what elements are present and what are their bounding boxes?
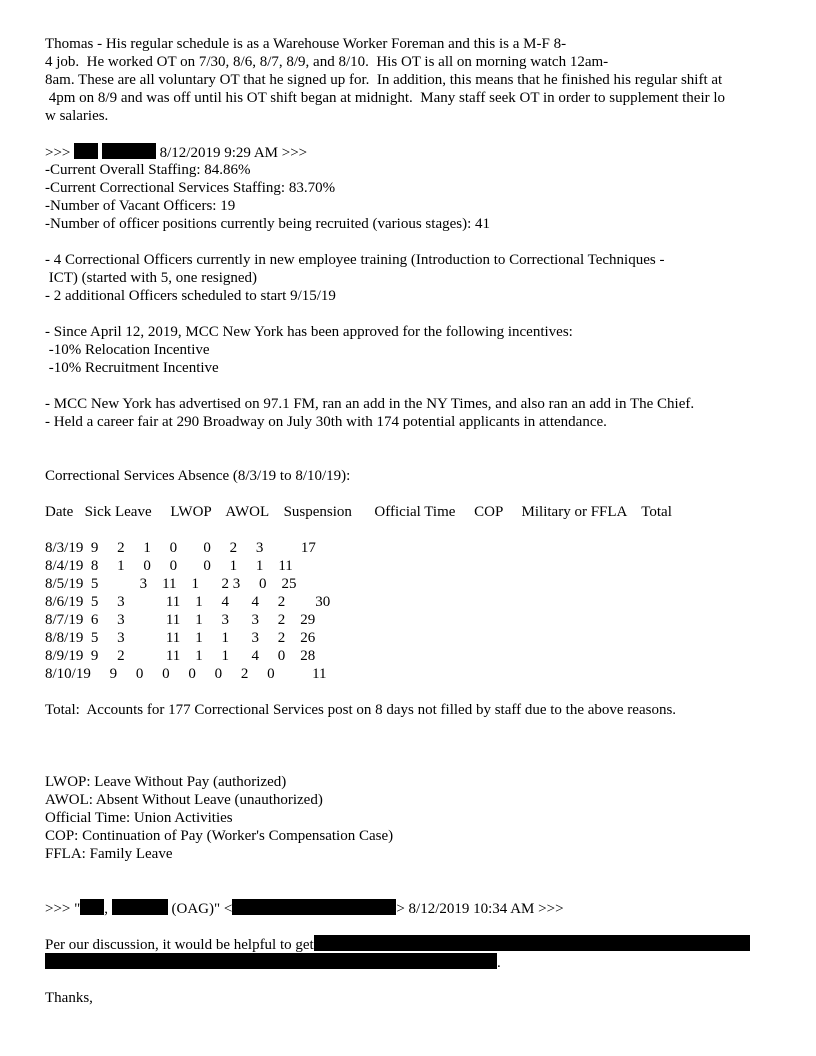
text-line: -Number of Vacant Officers: 19 [45,198,236,214]
text-line: - 2 additional Officers scheduled to start 9/15/19 [45,288,336,304]
text-line: - Since April 12, 2019, MCC New York has been approved for the following incentives: [45,324,573,340]
redaction-box [102,143,156,159]
text-line: 4pm on 8/9 and was off until his OT shift began at midnight. Many staff seek OT in order to supplement their lo [45,90,726,106]
glossary-item: Official Time: Union Activities [45,810,233,826]
training-list [45,251,785,305]
text-line: -Current Overall Staffing: 84.86% [45,162,251,178]
header-org: (OAG)" < [167,901,233,917]
glossary-item: LWOP: Leave Without Pay (authorized) [45,774,287,790]
text-line: -10% Recruitment Incentive [45,360,219,376]
absence-table [45,539,785,683]
table-row: 8/9/19 9 2 11 1 1 4 0 28 [45,648,316,664]
table-row: 8/7/19 6 3 11 1 3 3 2 29 [45,612,316,628]
email-header-1 [45,143,785,161]
text-line: -Current Correctional Services Staffing: 83.70% [45,180,336,196]
redaction-box [74,143,98,159]
glossary-item: COP: Continuation of Pay (Worker's Compensation Case) [45,828,394,844]
intro-paragraph [45,35,785,125]
glossary-item: AWOL: Absent Without Leave (unauthorized) [45,792,323,808]
table-row: 8/6/19 5 3 11 1 4 4 2 30 [45,594,331,610]
table-row: 8/3/19 9 2 1 0 0 2 3 17 [45,540,316,556]
header-timestamp: > 8/12/2019 10:34 AM >>> [396,901,564,917]
redaction-box [80,899,104,915]
email-header-2 [45,899,785,917]
redaction-box [112,899,168,915]
closing-text: Thanks, [45,990,93,1006]
text-line: - 4 Correctional Officers currently in new employee training (Introduction to Correctional Techniques - [45,252,665,268]
text-line: - MCC New York has advertised on 97.1 FM, ran an add in the NY Times, and also ran an add in The Chief. [45,396,695,412]
discussion-end: . [497,955,501,971]
table-row: 8/10/19 9 0 0 0 0 2 0 11 [45,666,327,682]
discussion-text: Per our discussion, it would be helpful to get [45,937,314,953]
header-timestamp: 8/12/2019 9:29 AM >>> [155,145,308,161]
absence-title: Correctional Services Absence (8/3/19 to 8/10/19): [45,468,351,484]
header-prefix: >>> [45,145,75,161]
text-line: 8am. These are all voluntary OT that he signed up for. In addition, this means that he finished his regular shift at [45,72,723,88]
advertising-list [45,395,785,431]
redaction-box [314,935,750,951]
incentive-list [45,323,785,377]
redaction-box [232,899,396,915]
table-row: 8/5/19 5 3 11 1 2 3 0 25 [45,576,297,592]
text-line: 4 job. He worked OT on 7/30, 8/6, 8/7, 8/9, and 8/10. His OT is all on morning watch 12am- [45,54,609,70]
header-prefix: >>> " [45,901,81,917]
table-row: 8/4/19 8 1 0 0 0 1 1 11 [45,558,293,574]
staffing-list [45,161,785,233]
table-row: 8/8/19 5 3 11 1 1 3 2 26 [45,630,316,646]
text-line: -10% Relocation Incentive [45,342,210,358]
text-line: Thomas - His regular schedule is as a Warehouse Worker Foreman and this is a M-F 8- [45,36,567,52]
glossary [45,773,785,863]
text-line: - Held a career fair at 290 Broadway on July 30th with 174 potential applicants in attendance. [45,414,607,430]
email-document [45,35,785,1007]
text-line: ICT) (started with 5, one resigned) [45,270,258,286]
text-line: w salaries. [45,108,109,124]
header-comma: , [104,901,109,917]
total-summary: Total: Accounts for 177 Correctional Services post on 8 days not filled by staff due to the above reasons. [45,702,677,718]
absence-table-header: Date Sick Leave LWOP AWOL Suspension Official Time COP Military or FFLA Total [45,504,672,520]
glossary-item: FFLA: Family Leave [45,846,173,862]
text-line: -Number of officer positions currently being recruited (various stages): 41 [45,216,491,232]
discussion-line-1 [45,935,785,953]
redaction-box [45,953,497,969]
discussion-line-2 [45,953,785,971]
